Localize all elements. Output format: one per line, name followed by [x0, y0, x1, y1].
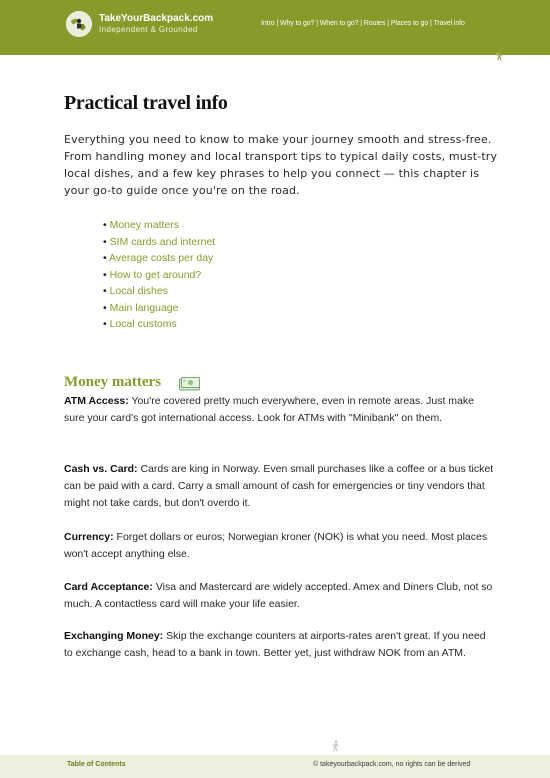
table-of-contents-link[interactable]: Table of Contents — [67, 761, 126, 768]
term-cash-vs-card: Cash vs. Card: — [64, 463, 138, 475]
list-item: • SIM cards and internet — [103, 235, 216, 248]
copyright-text: © takeyourbackpack.com, no rights can be derived — [313, 761, 471, 768]
list-item: • Money matters — [103, 219, 180, 231]
list-item: • How to get around? — [103, 268, 202, 281]
term-card-acceptance: Card Acceptance: — [64, 581, 153, 593]
header-bar — [0, 0, 550, 55]
text-currency: Forget dollars or euros; Norwegian kroner (NOK) is what you need. Most places won't accept anything else. — [64, 531, 488, 560]
nav-item-intro[interactable]: Intro — [261, 20, 275, 27]
list-item: • Local customs — [103, 318, 177, 330]
nav-item-travel-info[interactable]: Travel info — [433, 20, 465, 27]
chapter-contents-list — [103, 217, 215, 333]
toc-link-local-dishes[interactable]: Local dishes — [109, 285, 168, 297]
nav-item-places-to-go[interactable]: Places to go — [390, 20, 429, 27]
brand-tagline: Independent & Grounded — [99, 25, 198, 34]
toc-link-local-customs[interactable]: Local customs — [109, 318, 177, 330]
nav-separator: | — [274, 20, 280, 27]
nav-separator: | — [314, 20, 320, 27]
hiker-icon — [495, 46, 505, 65]
term-exchanging-money: Exchanging Money: — [64, 630, 164, 642]
nav-item-routes[interactable]: Routes — [363, 20, 386, 27]
toc-link-main-language[interactable]: Main language — [109, 301, 179, 314]
nav-separator: | — [385, 20, 391, 27]
brand-name[interactable]: TakeYourBackpack.com — [99, 13, 214, 24]
list-item: • Local dishes — [103, 285, 168, 297]
nav-item-when-to-go[interactable]: When to go? — [319, 20, 359, 27]
nav-separator: | — [428, 20, 434, 27]
term-currency: Currency: — [64, 531, 114, 543]
paragraph-card-acceptance — [64, 579, 494, 613]
text-atm-access: You're covered pretty much everywhere, even in remote areas. Just make sure your card's got international access. Look for ATMs with "Minibank" on them. — [64, 395, 474, 424]
intro-paragraph: Everything you need to know to make your journey smooth and stress-free. From handling money and local transport tips to typical daily costs, must-try local dishes, and a few key phrases to help you connect — this chapter is your go-to guide once you're on the road. — [64, 133, 498, 197]
paragraph-exchanging-money — [64, 628, 494, 662]
paragraph-atm-access — [64, 393, 494, 427]
text-exchanging-money: Skip the exchange counters at airports-rates aren't great. If you need to exchange cash, head to a bank in town. Better yet, just withdraw NOK from an ATM. — [64, 630, 486, 659]
logo-globe-icon[interactable] — [66, 11, 92, 37]
text-card-acceptance: Visa and Mastercard are widely accepted. Amex and Diners Club, not so much. A contactless card will make your life easier. — [64, 581, 493, 610]
nav-item-why-to-go[interactable]: Why to go? — [279, 20, 315, 27]
list-item: • Average costs per day — [103, 252, 214, 264]
toc-link-sim-cards[interactable]: SIM cards and internet — [109, 235, 216, 248]
toc-link-get-around[interactable]: How to get around? — [109, 268, 202, 281]
toc-link-money-matters[interactable]: Money matters — [109, 219, 180, 231]
footer-bar — [0, 755, 550, 778]
nav-separator: | — [358, 20, 364, 27]
hiker-icon — [331, 737, 341, 756]
toc-link-average-costs[interactable]: Average costs per day — [109, 252, 214, 264]
text-cash-vs-card: Cards are king in Norway. Even small purchases like a coffee or a bus ticket can be paid with a card. Carry a small amount of cash for emergencies or tiny vendors that might not take cards, but don't overdo it. — [64, 463, 494, 509]
page-title: Practical travel info — [64, 92, 228, 114]
top-nav — [261, 20, 511, 27]
paragraph-cash-vs-card — [64, 461, 494, 512]
term-atm-access: ATM Access: — [64, 395, 129, 407]
section-title: Money matters — [64, 374, 162, 390]
list-item: • Main language — [103, 301, 179, 314]
paragraph-currency — [64, 529, 494, 563]
